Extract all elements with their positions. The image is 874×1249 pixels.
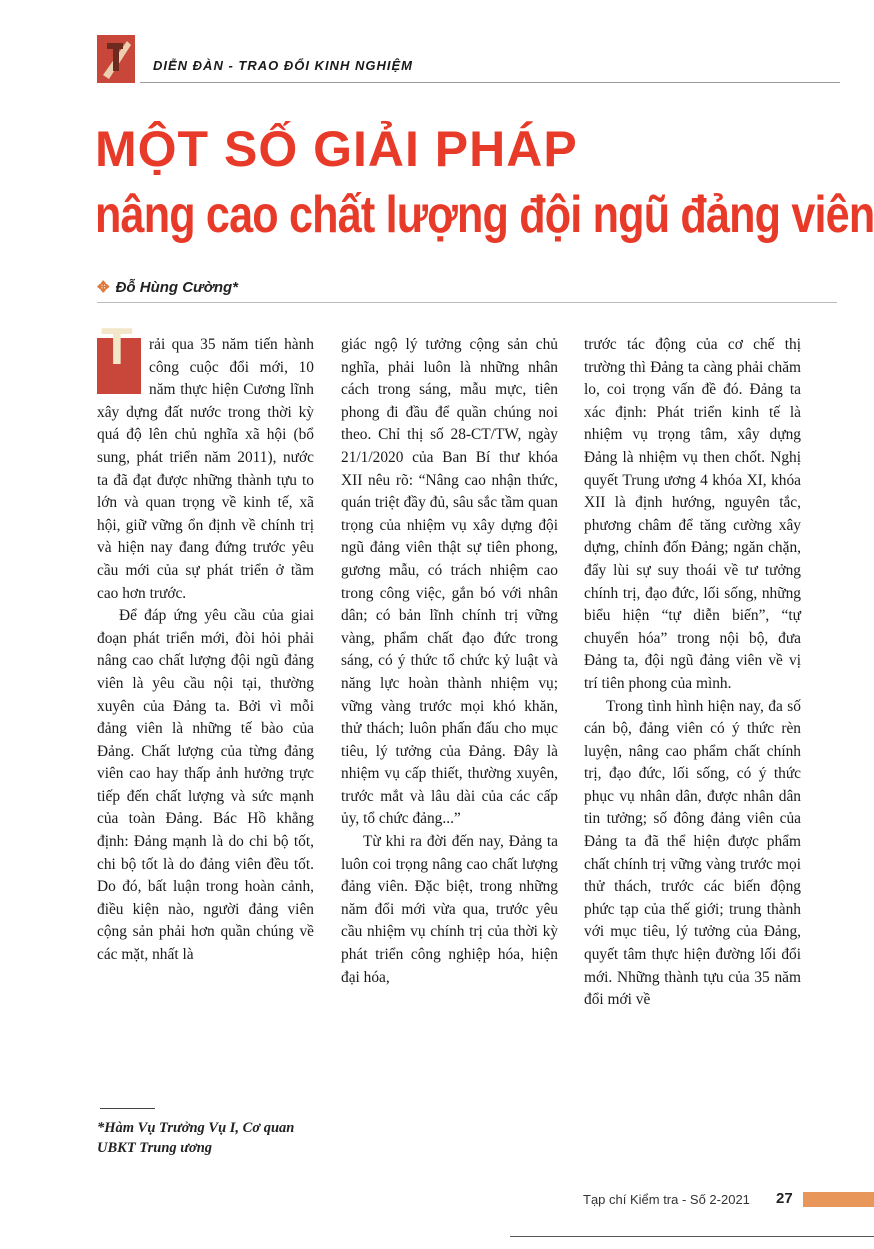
paragraph: Để đáp ứng yêu cầu của giai đoạn phát triển mới, đòi hỏi phải nâng cao chất lượng đội ngũ đảng viên là yêu cầu nội tại, thường xuyên của Đảng ta. Bởi vì mỗi đảng viên là những tế bào của Đảng. Chất lượng của từng đảng viên cao hay thấp ảnh hưởng trực tiếp đến chất lượng và sức mạnh của toàn Đảng. Bác Hồ khẳng định: Đảng mạnh là do chi bộ tốt, chi bộ tốt là do đảng viên đều tốt. Do đó, bất luận trong hoàn cảnh, điều kiện nào, người đảng viên cộng sản phải hơn quần chúng về các mặt, nhất là	[97, 607, 314, 964]
author-divider	[97, 302, 837, 303]
footnote-text: Hàm Vụ Trưởng Vụ I, Cơ quan UBKT Trung ương	[97, 1120, 295, 1156]
paragraph: rải qua 35 năm tiến hành công cuộc đổi mới, 10 năm thực hiện Cương lĩnh xây dựng đất nước trong thời kỳ quá độ lên chủ nghĩa xã hội (bổ sung, phát triển năm 2011), nước ta đã đạt được những thành tựu to lớn và quan trọng về kinh tế, xã hội, giữ vững ổn định về chính trị và hiện nay đang đứng trước yêu cầu mới của sự phát triển ở tầm cao hơn trước.	[97, 336, 314, 602]
paragraph: Từ khi ra đời đến nay, Đảng ta luôn coi trọng nâng cao chất lượng đảng viên. Đặc biệt, trong những năm đổi mới vừa qua, trước yêu cầu nhiệm vụ chính trị của thời kỳ phát triển công nghiệp hóa, hiện đại hóa,	[341, 833, 558, 986]
journal-name: Tạp chí Kiểm tra - Số 2-2021	[583, 1192, 750, 1207]
footnote-mark: *	[97, 1120, 105, 1136]
section-label: DIỄN ĐÀN - TRAO ĐỔI KINH NGHIỆM	[153, 58, 413, 73]
text-column-3	[584, 334, 801, 1012]
bottom-divider	[510, 1236, 874, 1237]
paragraph: Trong tình hình hiện nay, đa số cán bộ, đảng viên có ý thức rèn luyện, nâng cao phẩm chất chính trị, đạo đức, lối sống, có ý thức phục vụ nhân dân, được nhân dân tin tưởng; số đông đảng viên của Đảng ta đã thể hiện được phẩm chất chính trị vững vàng trước mọi thử thách, trước các biến động phức tạp của thế giới; trung thành với mục tiêu, lý tưởng của Đảng, quyết tâm thực hiện đường lối đổi mới. Những thành tựu của 35 năm đổi mới về	[584, 697, 801, 1009]
dropcap	[97, 318, 141, 394]
article-title-line2: nâng cao chất lượng đội ngũ đảng viên	[95, 186, 874, 244]
section-divider	[140, 82, 840, 83]
footer-accent-bar	[803, 1192, 874, 1207]
text-column-2	[341, 334, 558, 989]
footnote-divider	[100, 1108, 155, 1109]
paragraph: giác ngộ lý tưởng cộng sản chủ nghĩa, phải luôn là những nhân cách trong sáng, mẫu mực, tiên phong đi đầu để quần chúng noi theo. Chỉ thị số 28-CT/TW, ngày 21/1/2020 của Ban Bí thư khóa XII nêu rõ: “Nâng cao nhận thức, quán triệt đầy đủ, sâu sắc tầm quan trọng của nhiệm vụ xây dựng đội ngũ đảng viên thật sự tiên phong, gương mẫu, có trách nhiệm cao trong công việc, gắn bó với nhân dân; có bản lĩnh chính trị vững vàng, phẩm chất đạo đức trong sáng, có ý thức tổ chức kỷ luật và năng lực hoàn thành nhiệm vụ; vững vàng trước mọi khó khăn, thử thách; luôn phấn đấu cho mục tiêu, lý tưởng của Đảng. Đây là nhiệm vụ cấp thiết, thường xuyên, trước mắt và lâu dài của các cấp ủy, tổ chức đảng...”	[341, 336, 558, 828]
paragraph: trước tác động của cơ chế thị trường thì Đảng ta càng phải chăm lo, coi trọng vấn đề đó. Đảng ta xác định: Phát triển kinh tế là nhiệm vụ trọng tâm, xây dựng Đảng là nhiệm vụ then chốt. Nghị quyết Trung ương 4 khóa XI, khóa XII là định hướng, nguyên tắc, phương châm để tăng cường xây dựng, chỉnh đốn Đảng; ngăn chặn, đẩy lùi sự suy thoái về tư tưởng chính trị, đạo đức, lối sống, những biểu hiện “tự diễn biến”, “tự chuyển hóa” trong nội bộ, đưa Đảng ta, đội ngũ đảng viên về vị trí tiên phong của mình.	[584, 336, 801, 692]
article-title-line1: MỘT SỐ GIẢI PHÁP	[95, 121, 578, 177]
diamond-bullet-icon: ✥	[97, 279, 110, 296]
page-number: 27	[776, 1190, 793, 1207]
text-column-1	[97, 318, 314, 967]
author-footnote-mark: *	[232, 279, 239, 296]
author-byline	[97, 278, 238, 296]
magazine-logo-icon	[97, 35, 135, 83]
dropcap-letter: T	[101, 318, 133, 376]
footnote	[97, 1118, 327, 1158]
author-name: Đỗ Hùng Cường	[115, 279, 233, 296]
